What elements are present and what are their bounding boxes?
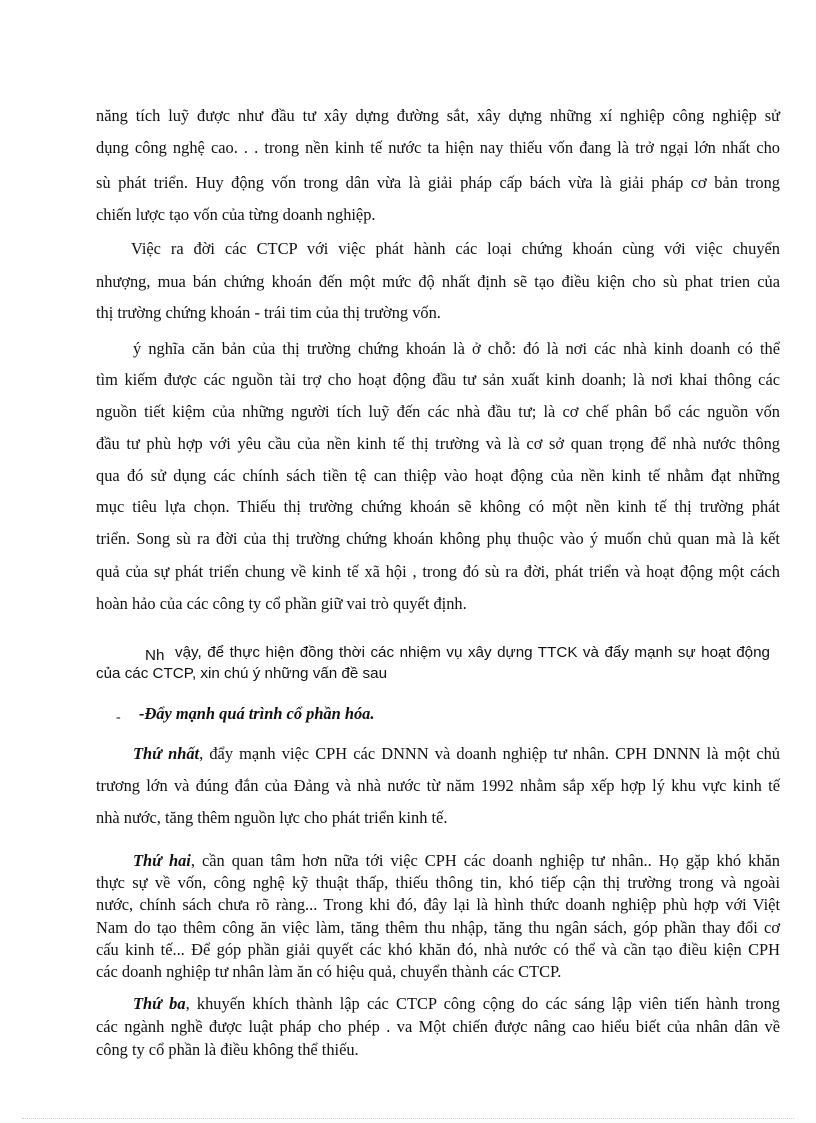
paragraph-line: hoàn hảo của các công ty cổ phần giữ vai trò quyết định. bbox=[96, 594, 467, 613]
paragraph-line: nước, chính sách chưa rõ ràng... Trong khi đó, đây lại là hình thức doanh nghiệp phù hợp với Việt bbox=[96, 895, 780, 914]
paragraph-line: mục tiêu lựa chọn. Thiếu thị trường chứng khoán sẽ không có một nền kinh tế thị trường phát bbox=[96, 497, 780, 516]
lead-term: Thứ nhất bbox=[133, 744, 200, 763]
paragraph-line bbox=[133, 994, 780, 1014]
paragraph-line: tìm kiếm được các nguồn tài trợ cho hoạt động đầu tư sản xuất kinh doanh; là nơi khai thông các bbox=[96, 370, 780, 389]
lead-term: Thứ ba bbox=[133, 994, 186, 1013]
lead-rest: , khuyến khích thành lập các CTCP công cộng do các sáng lập viên tiến hành trong bbox=[185, 994, 780, 1013]
page-bottom-divider bbox=[22, 1118, 794, 1119]
paragraph-line: nhà nước, tăng thêm nguồn lực cho phát triển kinh tế. bbox=[96, 808, 448, 827]
lead-rest: , cần quan tâm hơn nữa tới việc CPH các doanh nghiệp tư nhân.. Họ gặp khó khăn bbox=[190, 851, 780, 870]
paragraph-line: công ty cổ phần là điều không thể thiếu. bbox=[96, 1040, 359, 1059]
paragraph-line: thị trường chứng khoán - trái tim của thị trường vốn. bbox=[96, 303, 441, 322]
paragraph-line: đầu tư phù hợp với yêu cầu của nền kinh tế thị trường và là cơ sở quan trọng để nhà nước thông bbox=[96, 434, 780, 453]
paragraph-line: trương lớn và đúng đắn của Đảng và nhà nước từ năm 1992 nhằm sắp xếp hợp lý khu vực kinh tế bbox=[96, 776, 780, 795]
paragraph-line: quả của sự phát triển chung về kinh tế xã hội , trong đó sù ra đời, phát triển và hoạt động một cách bbox=[96, 562, 780, 581]
paragraph-line: thực sự về vốn, công nghệ kỹ thuật thấp, thiếu thông tin, khó tiếp cận thị trường trong và ngoài bbox=[96, 873, 780, 892]
paragraph-line: cấu kinh tế... Để góp phần giải quyết các khó khăn đó, nhà nước có thể và cần tạo điều kiện CPH bbox=[96, 940, 780, 959]
paragraph-line: chiến lược tạo vốn của từng doanh nghiệp. bbox=[96, 205, 376, 224]
lead-rest: , đẩy mạnh việc CPH các DNNN và doanh nghiệp tư nhân. CPH DNNN là một chủ bbox=[199, 744, 780, 763]
paragraph-line: dụng công nghệ cao. . . trong nền kinh tế nước ta hiện nay thiếu vốn đang là trở ngại lớn nhất cho bbox=[96, 138, 780, 157]
paragraph-line bbox=[133, 851, 780, 871]
paragraph-line: năng tích luỹ được như đầu tư xây dựng đường sắt, xây dựng những xí nghiệp công nghiệp sử bbox=[96, 106, 780, 125]
paragraph-line: của các CTCP, xin chú ý những vấn đề sau bbox=[96, 665, 388, 682]
paragraph-line: vậy, để thực hiện đồng thời các nhiệm vụ xây dựng TTCK và đẩy mạnh sự hoạt động bbox=[175, 644, 770, 661]
paragraph-line: ý nghĩa căn bản của thị trường chứng khoán là ở chỗ: đó là nơi các nhà kinh doanh có thể bbox=[133, 339, 780, 358]
paragraph-line bbox=[133, 744, 780, 764]
paragraph-line: triển. Song sù ra đời của thị trường chứng khoán không phụ thuộc vào ý muốn chủ quan mà là kết bbox=[96, 529, 780, 548]
section-heading: -Đẩy mạnh quá trình cổ phần hóa. bbox=[139, 704, 375, 723]
paragraph-line: nhượng, mua bán chứng khoán đến một mức độ nhất định sẽ tạo điều kiện cho sù phat trien của bbox=[96, 272, 780, 291]
paragraph-line: sù phát triển. Huy động vốn trong dân vừa là giải pháp cấp bách vừa là giải pháp cơ bản trong bbox=[96, 173, 780, 192]
paragraph-line: qua đó sử dụng các chính sách tiền tệ can thiệp vào hoạt động của nền kinh tế nhằm đạt những bbox=[96, 466, 780, 485]
lead-term: Thứ hai bbox=[133, 851, 191, 870]
paragraph-line: các doanh nghiệp tư nhân làm ăn có hiệu quả, chuyển thành các CTCP. bbox=[96, 962, 562, 981]
paragraph-line: Việc ra đời các CTCP với việc phát hành các loại chứng khoán cùng với việc chuyển bbox=[131, 239, 780, 258]
paragraph-line: nguồn tiết kiệm của những người tích luỹ đến các nhà đầu tư; là cơ chế phân bổ các nguồn vốn bbox=[96, 402, 780, 421]
paragraph-line: Nam do tạo thêm công ăn việc làm, tăng thêm thu nhập, tăng thu ngân sách, góp phần thay đổi cơ bbox=[96, 918, 780, 937]
paragraph-line: các ngành nghề được luật pháp cho phép . va Một chiến được nâng cao hiểu biết của nhân dân về bbox=[96, 1017, 780, 1036]
heading-bullet: - bbox=[116, 710, 121, 725]
paragraph-fragment: Nh bbox=[145, 647, 165, 664]
